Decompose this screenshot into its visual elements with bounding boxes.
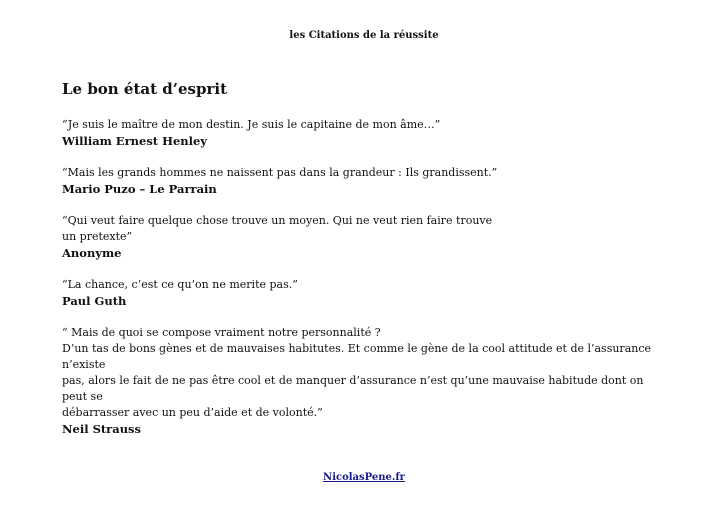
footer-site-link[interactable]: NicolasPene.fr (323, 472, 405, 483)
quote-puzo (62, 165, 672, 197)
quote-text: “Je suis le maître de mon destin. Je suis le capitaine de mon âme…” (62, 118, 441, 131)
quote-strauss (62, 325, 672, 437)
quote-guth (62, 277, 672, 309)
quote-text: “Mais les grands hommes ne naissent pas dans la grandeur : Ils grandissent.” (62, 166, 498, 179)
header-title: les Citations de la réussite (289, 30, 439, 41)
quote-text: “Qui veut faire quelque chose trouve un moyen. Qui ne veut rien faire trouve un pretexte” (62, 214, 493, 243)
page-title: Le bon état d’esprit (62, 80, 227, 98)
quote-author: Paul Guth (62, 294, 127, 308)
page-footer (0, 471, 728, 484)
quote-author: Anonyme (62, 246, 122, 260)
quotes-list (62, 117, 672, 453)
page-header (0, 29, 728, 42)
quote-author: Neil Strauss (62, 422, 142, 436)
quote-author: William Ernest Henley (62, 134, 208, 148)
quote-anonyme (62, 213, 672, 261)
quote-author: Mario Puzo – Le Parrain (62, 182, 217, 196)
quote-text: “ Mais de quoi se compose vraiment notre personnalité ? D’un tas de bons gènes et de mauvaises habitutes. Et comme le gène de la cool attitude et de l’assurance n’existe pas, alors le fait de ne pas être cool et de manquer d’assurance n’est qu’une mauvaise habitude dont on peut se débarrasser avec un peu d’aide et de volonté.” (62, 326, 652, 419)
quote-text: “La chance, c’est ce qu’on ne merite pas.” (62, 278, 298, 291)
quote-henley (62, 117, 672, 149)
